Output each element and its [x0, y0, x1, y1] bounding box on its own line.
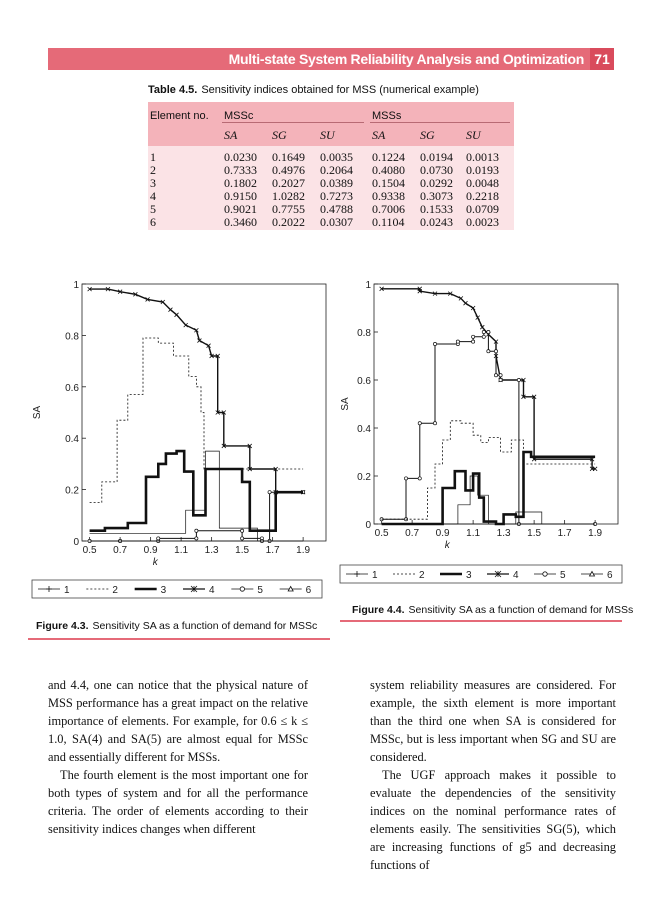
table-cell: 0.1224	[372, 150, 405, 164]
y-axis-label: SA	[340, 397, 351, 411]
x-tick-label: 0.5	[374, 528, 389, 539]
series-marker-5	[418, 422, 421, 425]
table-cell: 0.0048	[466, 176, 499, 190]
figure-4-4-rule	[340, 620, 622, 622]
series-marker-5	[195, 537, 198, 540]
figure-4-3-label: Figure 4.3.	[36, 620, 89, 632]
x-tick-label: 0.5	[82, 545, 97, 556]
body-left-column	[48, 676, 308, 838]
table-subheader: SG	[420, 128, 435, 142]
x-tick-label: 0.9	[435, 528, 450, 539]
series-marker-5	[241, 529, 244, 532]
table-cell: 0.7755	[272, 202, 305, 216]
x-tick-label: 1.3	[496, 528, 511, 539]
legend-marker-5	[543, 572, 547, 576]
series-marker-5	[472, 340, 475, 343]
table-cell: 0.7273	[320, 189, 353, 203]
body-paragraph: system reliability measures are considered. For example, the sixth element is more important than the third one when SA is considered for MSSc, but is less important when SG and SU are considered.	[370, 678, 616, 764]
table-cell: 0.1649	[272, 150, 305, 164]
table-cell: 0.0230	[224, 150, 257, 164]
table-cell: 0.0023	[466, 215, 499, 229]
series-marker-5	[433, 342, 436, 345]
x-tick-label: 0.9	[143, 545, 158, 556]
legend-marker-5	[240, 587, 244, 591]
plot-area	[374, 284, 618, 524]
series-marker-5	[482, 330, 485, 333]
table-cell: 0.4080	[372, 163, 405, 177]
y-tick-label: 1	[73, 280, 79, 291]
table-cell: 0.2064	[320, 163, 353, 177]
series-marker-5	[241, 537, 244, 540]
y-tick-label: 0.2	[65, 485, 79, 497]
sensitivity-table	[148, 102, 514, 230]
table-caption-text: Sensitivity indices obtained for MSS (numerical example)	[201, 84, 479, 96]
legend-label-3: 3	[160, 585, 167, 596]
series-marker-5	[472, 335, 475, 338]
series-marker-5	[404, 477, 407, 480]
page-number: 71	[590, 48, 614, 70]
series-marker-5	[433, 422, 436, 425]
series-marker-5	[499, 374, 502, 377]
table-row-label: 6	[150, 215, 156, 229]
legend-label-1: 1	[372, 570, 378, 581]
table-cell: 0.7006	[372, 202, 405, 216]
x-tick-label: 1.7	[557, 528, 572, 539]
table-header-mssc: MSSc	[224, 110, 254, 122]
series-marker-5	[456, 340, 459, 343]
legend-label-5: 5	[560, 570, 566, 581]
table-cell: 0.4788	[320, 202, 353, 216]
figure-4-3-rule	[28, 638, 330, 640]
x-axis-label: k	[444, 540, 450, 551]
legend-label-1: 1	[64, 585, 70, 596]
y-tick-label: 0.4	[65, 434, 79, 446]
series-marker-5	[487, 330, 490, 333]
y-tick-label: 1	[365, 280, 371, 291]
legend-box	[340, 565, 622, 583]
legend-label-4: 4	[209, 585, 215, 596]
series-marker-5	[418, 477, 421, 480]
table-cell: 0.0292	[420, 176, 453, 190]
table-cell: 0.3073	[420, 189, 453, 203]
x-tick-label: 0.7	[113, 545, 128, 556]
table-row-label: 5	[150, 202, 156, 216]
table-cell: 0.2218	[466, 189, 499, 203]
table-group-rule	[222, 122, 364, 123]
table-cell: 0.0709	[466, 202, 499, 216]
series-marker-5	[494, 374, 497, 377]
y-tick-label: 0	[73, 537, 79, 548]
table-subheader: SU	[320, 128, 335, 142]
figure-4-3-caption-text: Sensitivity SA as a function of demand for MSSc	[92, 620, 318, 632]
table-cell: 0.1504	[372, 176, 405, 190]
table-row-label: 1	[150, 150, 156, 164]
figure-4-4-caption-text: Sensitivity SA as a function of demand for MSSs	[408, 604, 634, 616]
figure-4-4-chart	[336, 268, 626, 592]
series-marker-5	[157, 537, 160, 540]
table-header-msss: MSSs	[372, 110, 402, 122]
running-header	[48, 48, 614, 70]
y-tick-label: 0.6	[357, 376, 371, 387]
table-cell: 0.9338	[372, 189, 405, 203]
x-tick-label: 1.1	[174, 545, 189, 556]
series-marker-5	[268, 491, 271, 494]
table-cell: 0.0243	[420, 215, 453, 229]
table-cell: 0.7333	[224, 163, 257, 177]
series-marker-5	[517, 378, 520, 381]
y-tick-label: 0.2	[357, 472, 371, 483]
table-label: Table 4.5.	[148, 84, 198, 96]
table-cell: 0.2027	[272, 176, 305, 190]
figure-4-3-chart	[28, 268, 328, 608]
figure-4-4-label: Figure 4.4.	[352, 604, 405, 616]
y-tick-label: 0.8	[357, 328, 371, 339]
table-row-label: 2	[150, 163, 156, 177]
series-marker-5	[195, 529, 198, 532]
x-tick-label: 1.9	[588, 528, 603, 539]
table-cell: 0.1802	[224, 176, 257, 190]
table-cell: 0.0389	[320, 176, 353, 190]
table-cell: 0.2022	[272, 215, 305, 229]
table-caption	[148, 84, 479, 96]
table-cell: 0.0193	[466, 163, 499, 177]
figure-4-4-caption	[352, 604, 633, 616]
body-paragraph: The UGF approach makes it possible to evaluate the dependencies of the sensitivity indices on the nominal performance rates of elements easily. The sensitivities SG(5), which are increasing functions of g5 and decreasing functions of	[370, 768, 616, 872]
figure-4-3-caption	[36, 620, 317, 632]
series-marker-5	[494, 350, 497, 353]
table-subheader: SG	[272, 128, 287, 142]
legend-label-6: 6	[607, 570, 613, 581]
y-tick-label: 0.4	[357, 424, 371, 435]
table-subheader: SA	[224, 128, 238, 142]
series-marker-5	[499, 378, 502, 381]
table-cell: 0.0013	[466, 150, 499, 164]
legend-label-4: 4	[513, 570, 519, 581]
table-cell: 0.1104	[372, 215, 405, 229]
table-header-element: Element no.	[150, 110, 209, 122]
legend-label-6: 6	[305, 585, 312, 596]
table-cell: 0.0194	[420, 150, 453, 164]
table-cell: 0.0035	[320, 150, 353, 164]
y-tick-label: 0.6	[65, 382, 79, 394]
legend-label-2: 2	[419, 570, 425, 581]
table-cell: 0.4976	[272, 163, 305, 177]
x-tick-label: 1.1	[466, 528, 481, 539]
table-cell: 0.3460	[224, 215, 257, 229]
table-group-rule	[370, 122, 510, 123]
body-right-column	[370, 676, 616, 874]
x-tick-label: 1.5	[235, 545, 250, 556]
x-axis-label: k	[152, 557, 158, 568]
body-paragraph: The fourth element is the most important one for both types of system and for all the performance criteria. The order of elements according to their sensitivity indices changes when different	[48, 768, 308, 836]
x-tick-label: 1.9	[296, 545, 311, 556]
legend-label-3: 3	[466, 570, 472, 581]
table-row-label: 3	[150, 176, 156, 190]
table-subheader: SU	[466, 128, 481, 142]
body-paragraph: and 4.4, one can notice that the physical nature of MSS performance has a great impact on the relative importance of elements. For example, for 0.6 ≤ k ≤ 1.0, SA(4) and SA(5) are almost equal for MSSc and essentially different for MSSs.	[48, 678, 308, 764]
y-tick-label: 0	[365, 520, 371, 531]
table-cell: 0.9150	[224, 189, 257, 203]
table-cell: 0.1533	[420, 202, 453, 216]
x-tick-label: 0.7	[405, 528, 420, 539]
x-tick-label: 1.3	[204, 545, 219, 556]
table-cell: 0.0307	[320, 215, 353, 229]
series-marker-5	[482, 335, 485, 338]
running-title: Multi-state System Reliability Analysis and Optimization	[228, 51, 584, 67]
legend-label-2: 2	[112, 585, 118, 596]
y-axis-label: SA	[32, 405, 43, 420]
x-tick-label: 1.5	[527, 528, 542, 539]
legend-label-5: 5	[257, 585, 263, 596]
table-subheader: SA	[372, 128, 386, 142]
table-cell: 0.0730	[420, 163, 453, 177]
x-tick-label: 1.7	[265, 545, 280, 556]
table-cell: 1.0282	[272, 189, 305, 203]
table-cell: 0.9021	[224, 202, 257, 216]
legend-box	[32, 580, 322, 598]
table-row-label: 4	[150, 189, 156, 203]
series-marker-5	[487, 350, 490, 353]
y-tick-label: 0.8	[65, 331, 79, 343]
